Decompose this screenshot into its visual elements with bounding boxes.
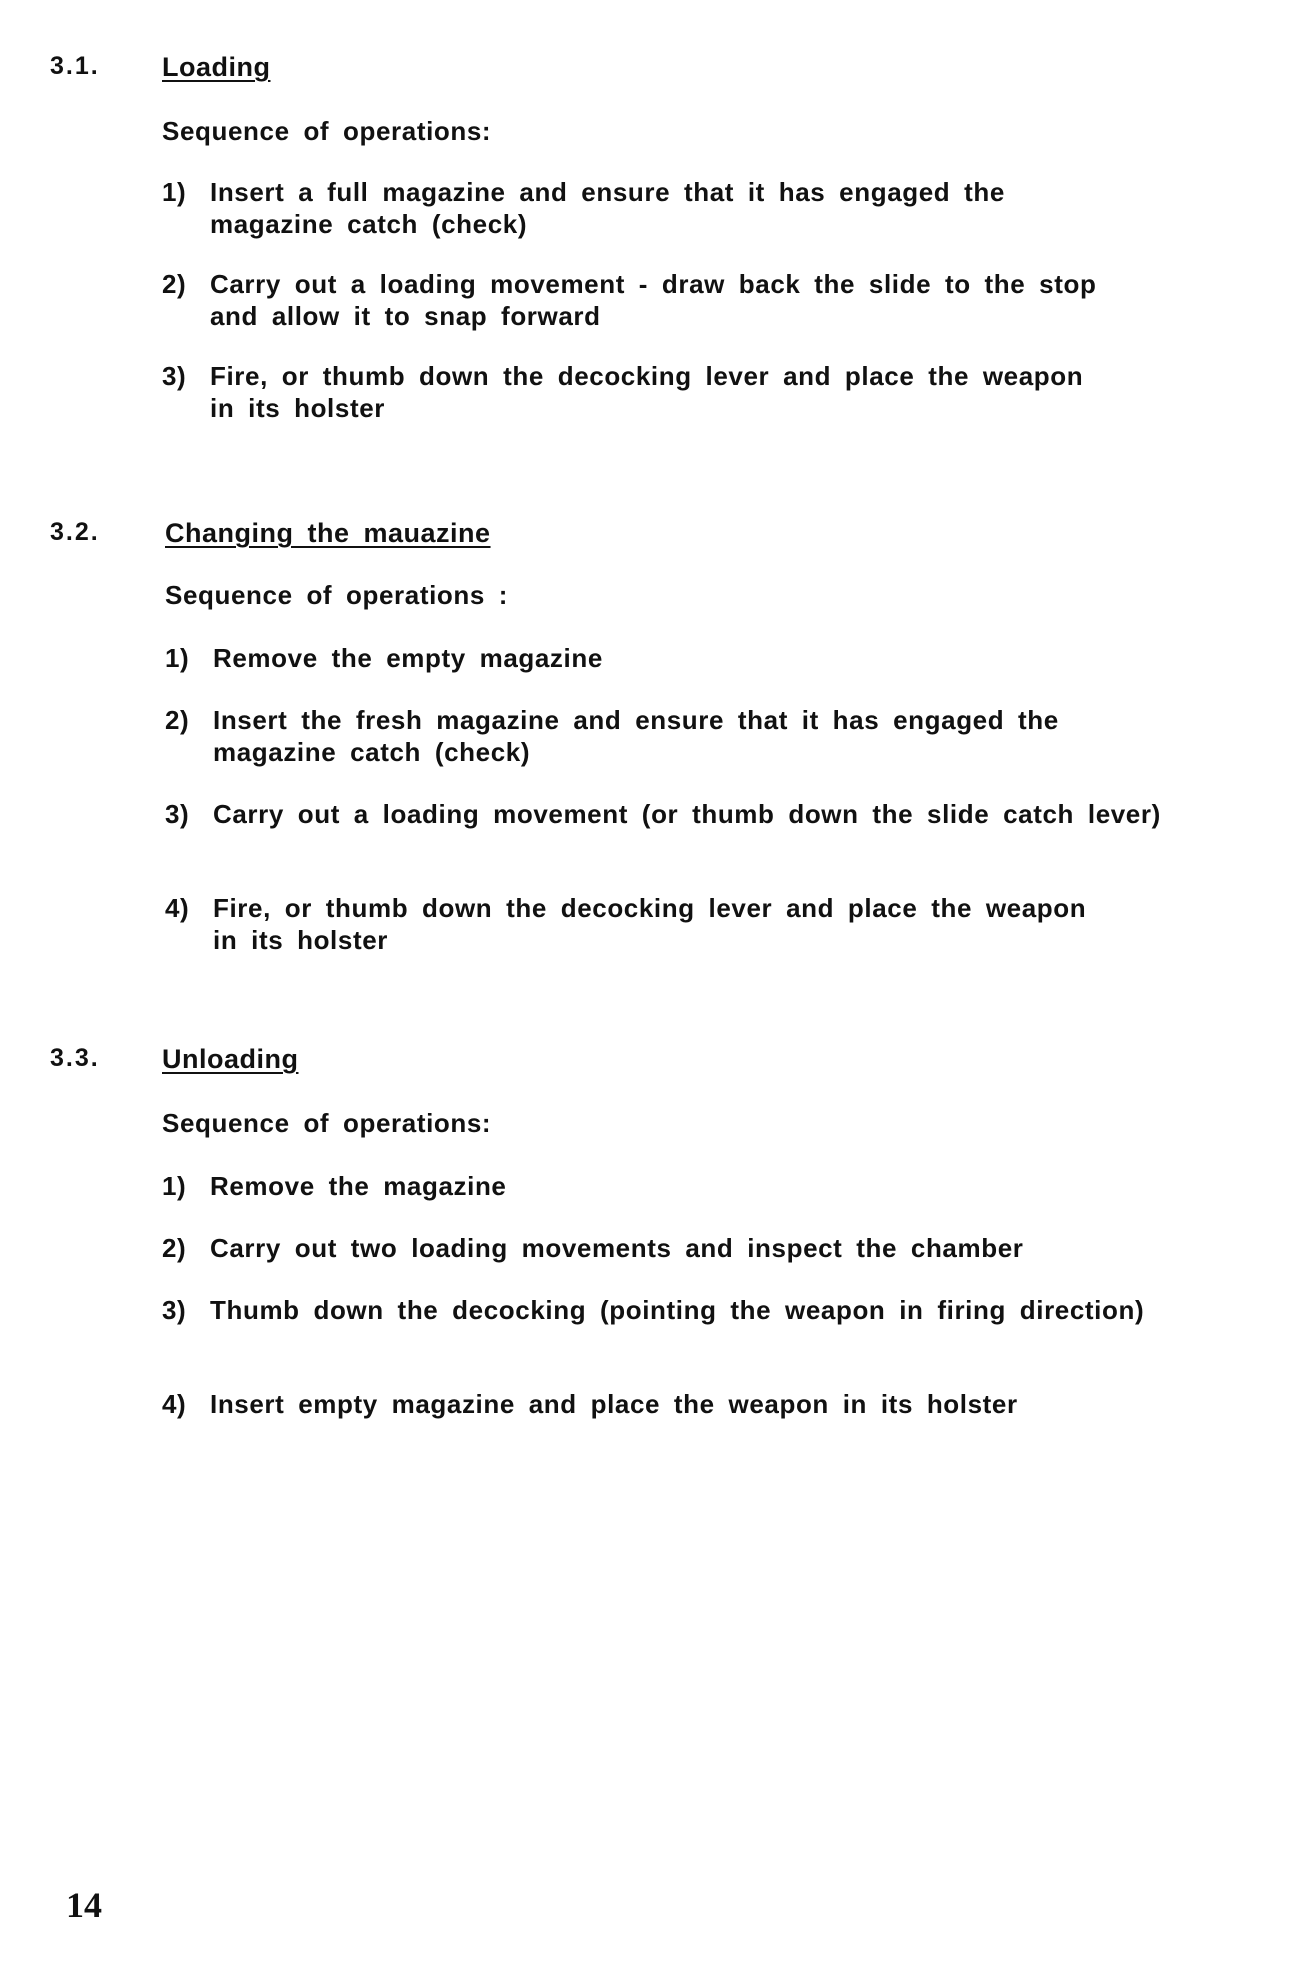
sequence-label: Sequence of operations:: [162, 116, 492, 146]
list-item: [162, 268, 1152, 332]
step-number: 3): [162, 361, 187, 391]
list-item: [162, 1232, 1222, 1264]
section-title: Changing the mauazine: [165, 518, 491, 548]
list-item: [162, 1294, 1162, 1326]
step-text: Insert empty magazine and place the weapon in its holster: [210, 1389, 1018, 1419]
step-text: Carry out a loading movement - draw back the slide to the stop and allow it to snap forward: [210, 269, 1097, 331]
list-item: [165, 798, 1215, 830]
section-number: 3.2.: [50, 518, 100, 546]
list-item: [162, 1388, 1222, 1420]
section-title: Unloading: [162, 1044, 299, 1074]
step-number: 2): [162, 269, 187, 299]
step-number: 4): [162, 1389, 187, 1419]
step-number: 3): [162, 1295, 187, 1325]
page-number: 14: [66, 1885, 102, 1925]
step-text: Insert a full magazine and ensure that it has engaged the magazine catch (check): [210, 177, 1005, 239]
section-number: 3.1.: [50, 52, 100, 80]
step-text: Insert the fresh magazine and ensure that it has engaged the magazine catch (check): [213, 705, 1059, 767]
step-text: Fire, or thumb down the decocking lever and place the weapon in its holster: [210, 361, 1084, 423]
list-item: [162, 176, 1122, 240]
step-number: 2): [162, 1233, 187, 1263]
list-item: [162, 1170, 1222, 1202]
list-item: [165, 642, 1225, 674]
sequence-label: Sequence of operations:: [162, 1108, 492, 1138]
step-number: 1): [165, 643, 190, 673]
step-text: Remove the empty magazine: [213, 643, 603, 673]
section-number: 3.3.: [50, 1044, 100, 1072]
sequence-label: Sequence of operations :: [165, 580, 509, 610]
step-number: 2): [165, 705, 190, 735]
step-number: 1): [162, 1171, 187, 1201]
step-text: Carry out two loading movements and inspect the chamber: [210, 1233, 1024, 1263]
list-item: [162, 360, 1092, 424]
step-number: 4): [165, 893, 190, 923]
step-text: Fire, or thumb down the decocking lever and place the weapon in its holster: [213, 893, 1087, 955]
list-item: [165, 704, 1195, 768]
step-text: Carry out a loading movement (or thumb down the slide catch lever): [213, 799, 1161, 829]
step-number: 3): [165, 799, 190, 829]
step-text: Thumb down the decocking (pointing the weapon in firing direction): [210, 1295, 1145, 1325]
list-item: [165, 892, 1095, 956]
section-title: Loading: [162, 52, 271, 82]
step-text: Remove the magazine: [210, 1171, 507, 1201]
step-number: 1): [162, 177, 187, 207]
